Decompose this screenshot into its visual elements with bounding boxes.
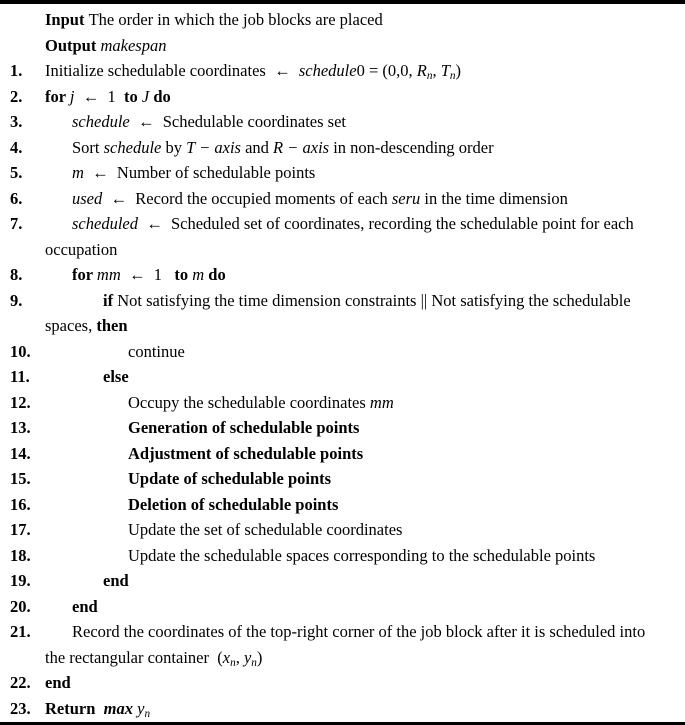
algo-line [0, 390, 685, 416]
line-number: 19. [10, 571, 31, 590]
text-segment: ← 1 [74, 86, 124, 106]
text-segment: max [103, 698, 138, 718]
text-segment: do [149, 86, 171, 106]
line-content [128, 415, 359, 441]
text-segment: makespan [100, 35, 167, 55]
algo-line [0, 160, 685, 186]
text-segment: ← Scheduled set of coordinates, recording the schedulable point for each [137, 214, 634, 233]
text-segment: used [72, 188, 103, 208]
algo-line [0, 135, 685, 161]
text-segment: Input [45, 10, 89, 29]
line-content [45, 84, 171, 110]
text-segment: n [144, 707, 151, 720]
algo-line [0, 339, 685, 365]
text-segment: Record the coordinates of the top-right corner of the job block after it is scheduled into [72, 622, 646, 641]
text-segment: j [69, 86, 75, 106]
text-segment: occupation [45, 239, 118, 259]
line-content [45, 237, 117, 263]
line-content [103, 568, 129, 594]
text-segment: Return [45, 698, 104, 718]
text-segment: Not satisfying the time dimension constraints || Not satisfying the schedulable [117, 290, 631, 310]
text-segment: ) [455, 61, 461, 80]
algo-line [0, 543, 685, 569]
text-segment: , [432, 61, 441, 80]
algo-line [0, 492, 685, 518]
line-content [45, 696, 150, 725]
text-segment: continue [128, 341, 185, 361]
line-content [72, 135, 494, 161]
algo-line [0, 7, 685, 33]
line-number: 15. [10, 469, 31, 488]
text-segment: n [449, 70, 456, 83]
line-content [45, 670, 71, 696]
text-segment: schedule [72, 112, 130, 131]
text-segment: Sort [72, 137, 104, 157]
line-content [45, 313, 128, 339]
text-segment: Occupy the schedulable coordinates [128, 392, 370, 412]
line-number: 6. [10, 188, 23, 208]
text-segment: end [45, 673, 71, 692]
text-segment: The order in which the job blocks are placed [88, 10, 383, 29]
line-content [128, 390, 394, 416]
algo-line [0, 415, 685, 441]
algo-line [0, 696, 685, 722]
line-number: 14. [10, 443, 31, 463]
text-segment: Update of schedulable points [128, 469, 332, 488]
line-number: 12. [10, 392, 31, 412]
text-segment: ) [256, 647, 263, 667]
algo-line [0, 186, 685, 212]
algo-line [0, 237, 685, 263]
algo-line [0, 84, 685, 110]
line-content [128, 517, 402, 543]
text-segment: m [72, 163, 84, 182]
line-number: 4. [10, 137, 23, 157]
text-segment: spaces, [45, 316, 97, 335]
text-segment: to [174, 265, 193, 284]
line-number: 8. [10, 265, 23, 284]
algo-line [0, 33, 685, 59]
top-rule [0, 0, 685, 4]
text-segment: ← Record the occupied moments of each [102, 188, 392, 208]
line-content [103, 288, 631, 314]
line-content [103, 364, 129, 390]
line-content [128, 441, 363, 467]
line-number: 20. [10, 596, 31, 616]
algo-line [0, 466, 685, 492]
text-segment: in non-descending order [329, 137, 494, 157]
line-number: 16. [10, 494, 31, 514]
text-segment: 0 = (0,0, [356, 61, 417, 80]
text-segment: mm [369, 392, 394, 412]
text-segment: x [222, 647, 231, 667]
line-number: 9. [10, 290, 23, 310]
text-segment: Adjustment of schedulable points [128, 443, 364, 463]
line-content [45, 7, 383, 33]
text-segment: ← Number of schedulable points [83, 163, 316, 182]
line-content [72, 262, 226, 288]
text-segment: and [240, 137, 274, 157]
text-segment: y [137, 698, 145, 718]
line-number: 10. [10, 341, 31, 361]
algo-line [0, 211, 685, 237]
text-segment: Deletion of schedulable points [128, 494, 339, 514]
text-segment: to [124, 86, 142, 106]
text-segment: else [103, 367, 129, 386]
text-segment: for [72, 265, 97, 284]
text-segment: y [243, 647, 252, 667]
text-segment: end [72, 596, 98, 616]
algorithm-body [0, 7, 685, 721]
line-number: 3. [10, 112, 23, 131]
text-segment: scheduled [72, 214, 138, 233]
algo-line [0, 594, 685, 620]
text-segment: mm [96, 265, 121, 284]
text-segment: T − axis [186, 137, 241, 157]
algo-line [0, 313, 685, 339]
line-number: 2. [10, 86, 23, 106]
text-segment: ← 1 [120, 265, 175, 284]
text-segment: seru [391, 188, 421, 208]
algo-line [0, 262, 685, 288]
text-segment: schedule [298, 61, 357, 80]
algo-line [0, 619, 685, 645]
text-segment: Output [45, 35, 101, 55]
algo-line [0, 517, 685, 543]
line-content [72, 109, 346, 135]
text-segment: n [426, 70, 433, 83]
text-segment: Update the set of schedulable coordinates [128, 520, 403, 539]
line-number: 21. [10, 622, 31, 641]
text-segment: ← Schedulable coordinates set [129, 112, 347, 131]
text-segment: , [235, 647, 244, 667]
line-number: 13. [10, 418, 31, 437]
text-segment: Generation of schedulable points [128, 418, 360, 437]
line-number: 22. [10, 673, 31, 692]
line-number: 23. [10, 698, 31, 718]
text-segment: then [96, 316, 128, 335]
line-content [128, 543, 595, 569]
algo-line [0, 670, 685, 696]
text-segment: T [440, 61, 450, 80]
text-segment: n [230, 656, 236, 669]
line-content [128, 339, 185, 365]
text-segment: end [103, 571, 129, 590]
line-content [72, 594, 98, 620]
line-number: 11. [10, 367, 30, 386]
line-content [72, 186, 568, 212]
text-segment: R − axis [273, 137, 330, 157]
text-segment: J [141, 86, 150, 106]
algo-line [0, 645, 685, 671]
line-content [72, 160, 315, 186]
line-content [128, 466, 331, 492]
line-content [128, 492, 338, 518]
text-segment: do [204, 265, 226, 284]
text-segment: the rectangular container ( [45, 647, 223, 667]
line-number: 7. [10, 214, 23, 233]
algo-line [0, 364, 685, 390]
text-segment: Initialize schedulable coordinates ← [45, 61, 299, 80]
text-segment: if [103, 290, 118, 310]
line-content [72, 619, 645, 645]
line-content [45, 33, 166, 59]
algo-line [0, 568, 685, 594]
algo-line [0, 58, 685, 84]
text-segment: schedule [103, 137, 162, 157]
text-segment: R [416, 61, 427, 80]
algo-line [0, 109, 685, 135]
line-number: 1. [10, 61, 23, 80]
line-number: 5. [10, 163, 23, 182]
line-number: 17. [10, 520, 31, 539]
text-segment: in the time dimension [420, 188, 568, 208]
line-number: 18. [10, 545, 31, 565]
line-content [72, 211, 634, 237]
algo-line [0, 288, 685, 314]
text-segment: m [192, 265, 205, 284]
text-segment: Update the schedulable spaces corresponding to the schedulable points [128, 545, 596, 565]
algo-line [0, 441, 685, 467]
text-segment: n [251, 656, 257, 669]
text-segment: by [161, 137, 187, 157]
text-segment: for [45, 86, 70, 106]
